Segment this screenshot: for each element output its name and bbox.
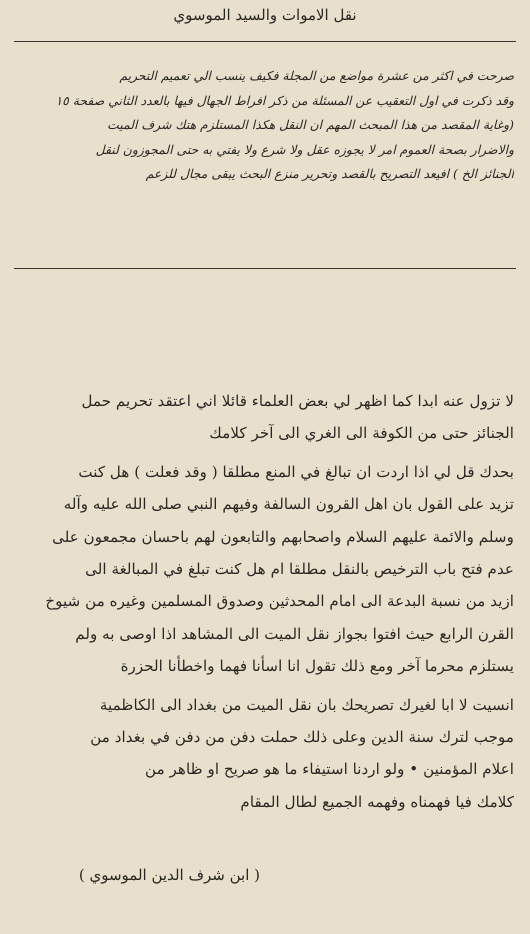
body-line: عدم فتح باب الترخيص بالنقل مطلقا ام هل كنت تبلغ في المبالغة الى [85,560,514,579]
header-divider [14,41,516,42]
note-line: والاضرار بصحة العموم امر لا يجوزه عقل ولا شرع ولا يفتي به حتى المجوزون لنقل [95,141,514,157]
note-line: صرحت في اكثر من عشرة مواضع من المجلة فكيف ينسب الي تعميم التحريم [119,68,514,83]
note-line: (وغاية المقصد من هذا المبحث المهم ان النقل هكذا المستلزم هتك شرف الميت [107,117,514,132]
editor-note [16,64,514,187]
body-line: القرن الرابع حيث افتوا بجواز نقل الميت الى المشاهد اذا اوصى به ولم [75,624,514,643]
body-line: كلامك فيا فهمناه وفهمه الجميع لطال المقام [240,792,514,811]
body-line: يستلزم محرما آخر ومع ذلك تقول انا اسأنا فهما واخطأنا الحزرة [120,657,514,676]
section-divider [14,268,516,269]
note-line: وقد ذكرت في اول التعقيب عن المسئلة من ذكر افراط الجهال فيها بالعدد الثاني صفحة ١٥ [55,92,514,108]
body-line: وسلم والائمة عليهم السلام واصحابهم والتابعون لهم باحسان مجمعون على [52,527,514,546]
body-line: الجنائز حتى من الكوفة الى الغري الى آخر كلامك [209,424,514,443]
author-signature: ( ابن شرف الدين الموسوي ) [78,866,260,884]
running-header-title: نقل الاموات والسيد الموسوي [173,6,357,24]
note-line: الجنائز الخ ) افيعد التصريح بالقصد وتحرير منزع البحث يبقى مجال للزعم [145,166,514,181]
body-line: لا تزول عنه ابدا كما اظهر لي بعض العلماء قائلا اني اعتقد تحريم حمل [81,392,514,410]
body-line: تزيد على القول بان اهل القرون السالفة وفيهم النبي صلى الله عليه وآله [63,495,514,514]
body-line: موجب لترك سنة الدين وعلى ذلك حملت دفن من دفن في بغداد من [90,728,514,747]
body-line: انسيت لا ابا لغيرك تصريحك بان نقل الميت من بغداد الى الكاظمية [99,695,514,714]
body-line: بحدك قل لي اذا اردت ان تبالغ في المنع مطلقا ( وقد فعلت ) هل كنت [78,462,514,481]
body-line: ازيد من نسبة البدعة الى امام المحدثين وصدوق المسلمين وغيره من شيوخ [45,592,514,611]
body-line: اعلام المؤمنين • ولو اردنا استيفاء ما هو صريح او ظاهر من [145,760,514,779]
article-body [16,385,514,818]
